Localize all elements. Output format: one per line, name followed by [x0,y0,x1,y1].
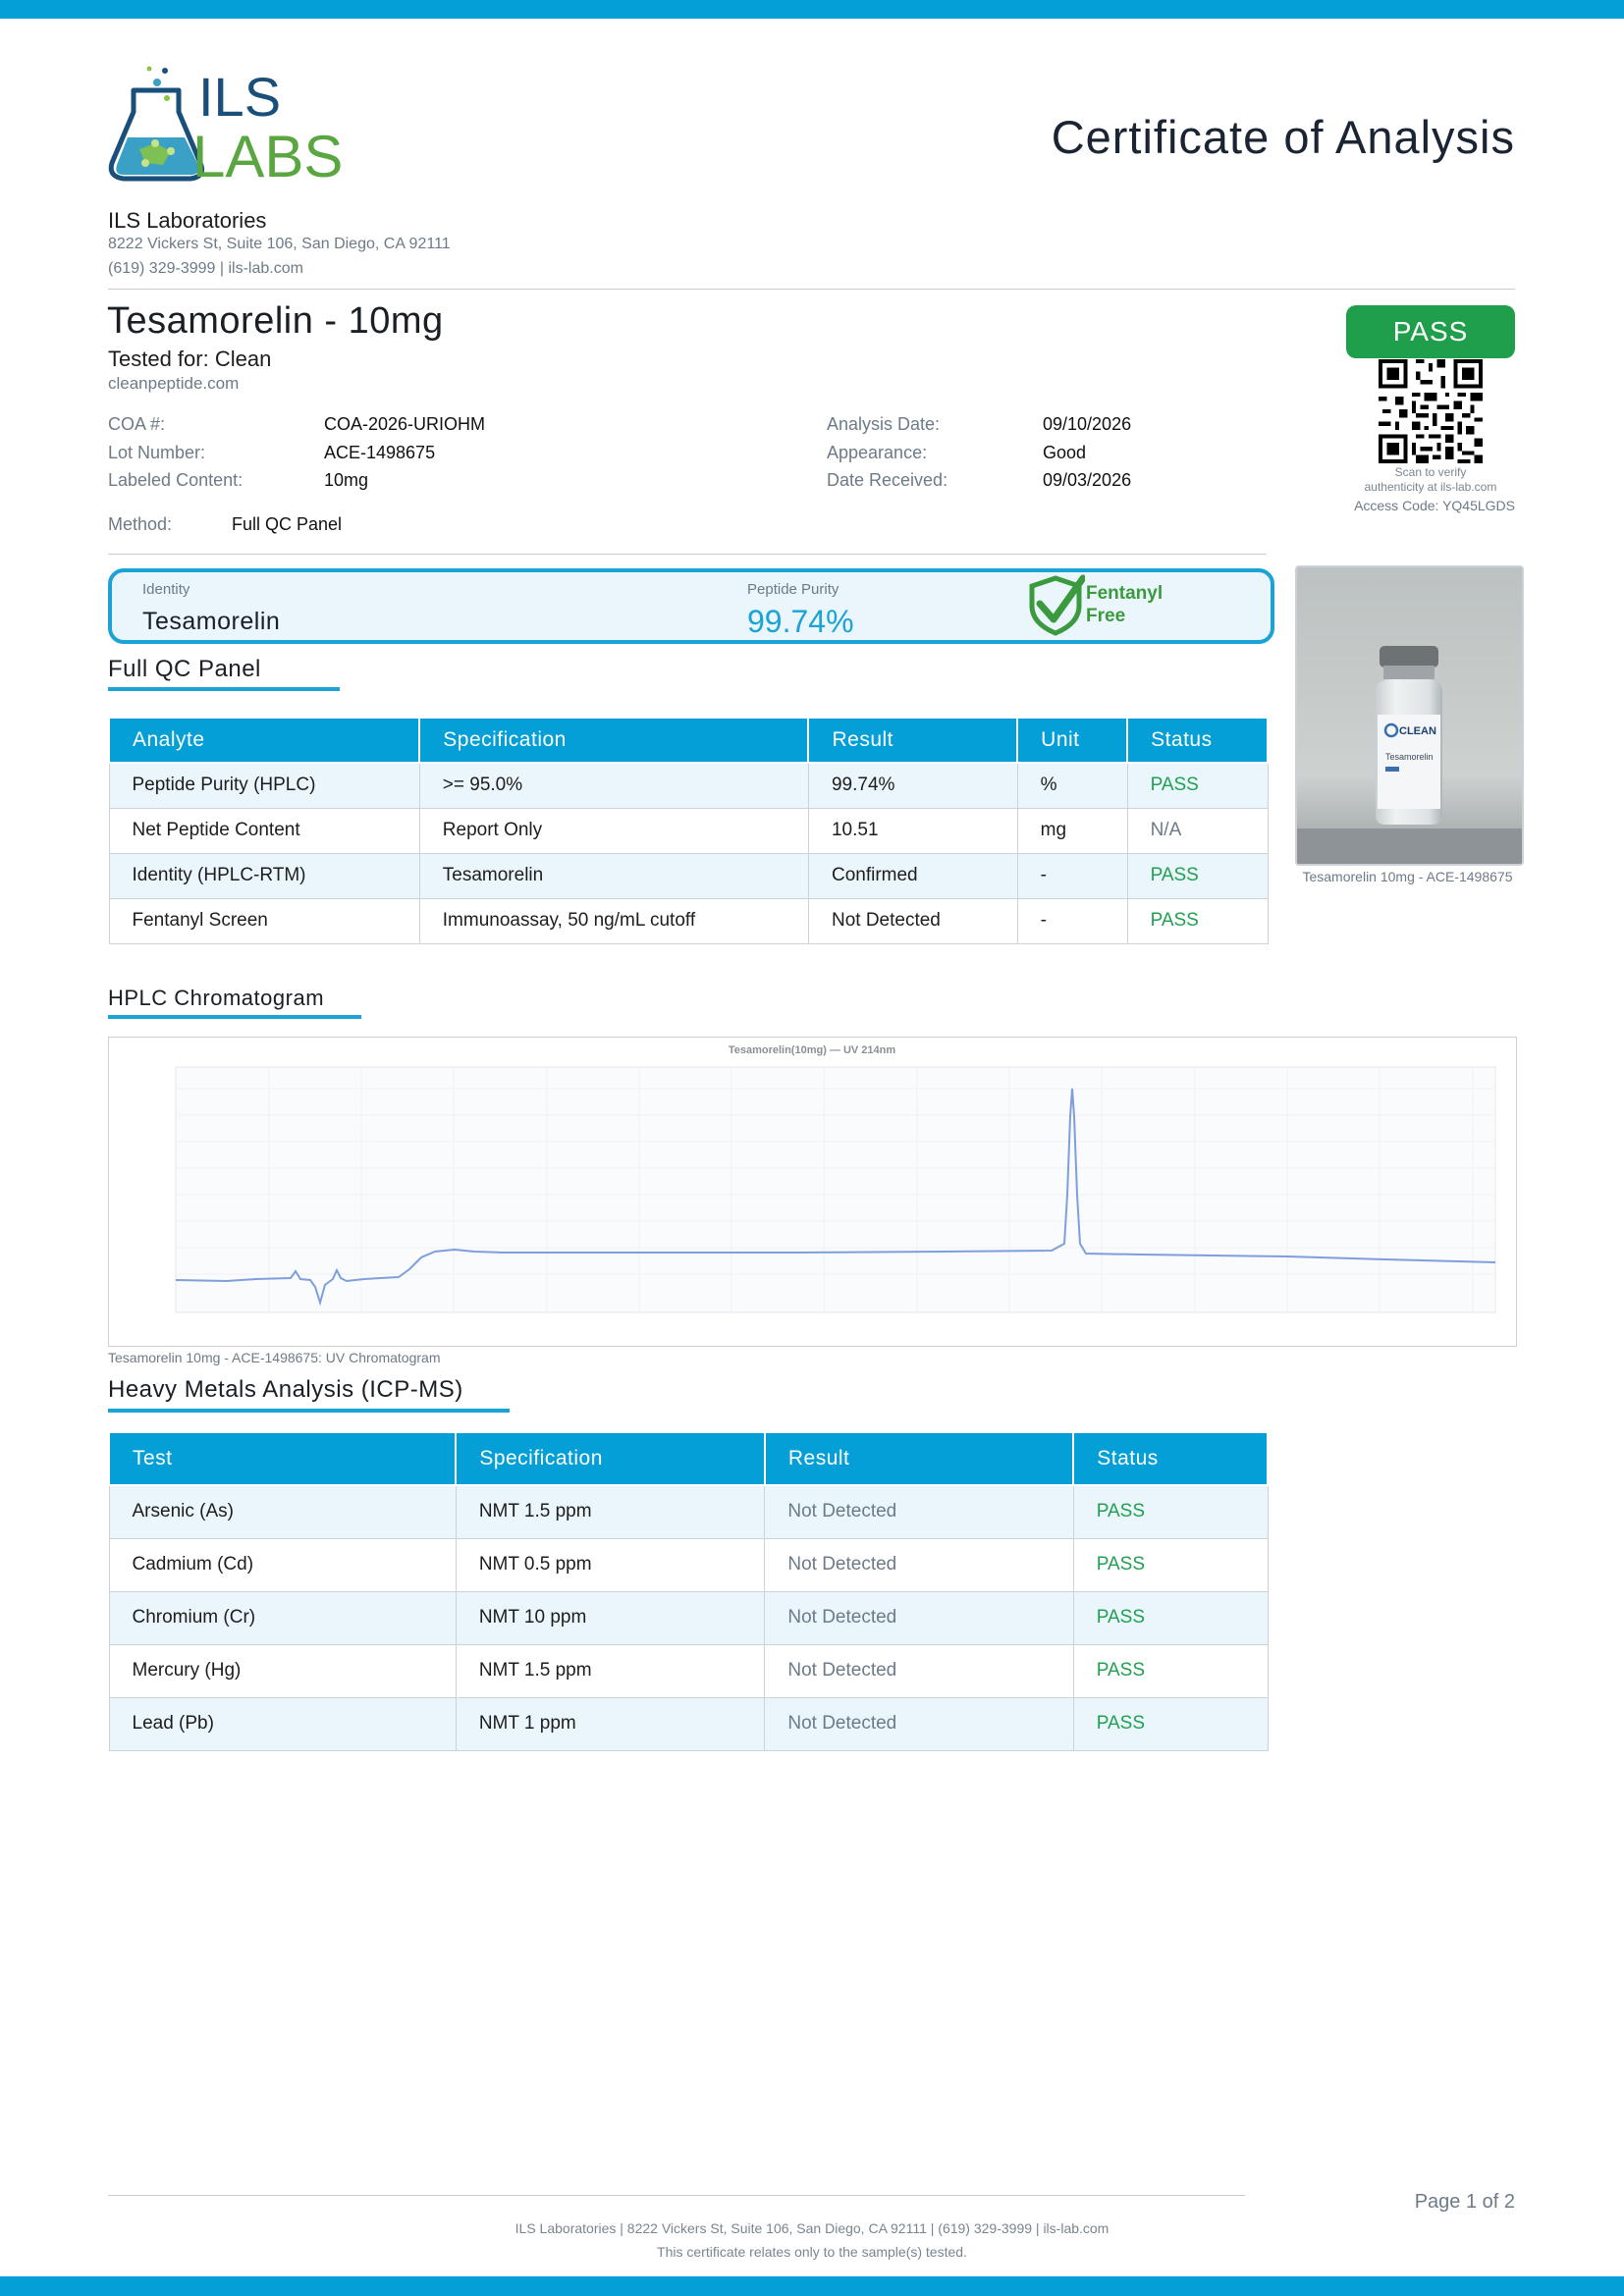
page-number: Page 1 of 2 [1414,2191,1515,2213]
status-cell: PASS [1073,1538,1268,1591]
method: Full QC Panel [232,514,343,534]
col-header: Status [1127,718,1268,763]
fentanyl-free-line-1: Fentanyl [1086,583,1164,604]
svg-text:ILS: ILS [198,66,282,128]
result-cell: Confirmed [808,853,1017,898]
col-header: Specification [456,1432,765,1485]
col-header: Status [1073,1432,1268,1485]
plot-title: Tesamorelin(10mg) — UV 214nm [728,1044,896,1056]
heading-underline [108,687,340,691]
svg-text:LABS: LABS [192,124,344,185]
spec-cell: NMT 1.5 ppm [456,1644,765,1697]
product-photo [1295,565,1524,866]
heading-underline [108,1409,510,1413]
date-received: 09/03/2026 [1043,470,1132,490]
spec-cell: NMT 1 ppm [456,1697,765,1750]
spec-cell: NMT 1.5 ppm [456,1485,765,1538]
analyte-cell: Net Peptide Content [109,808,419,853]
table-row [109,808,1268,853]
footer-divider [108,2195,1245,2196]
table-row [109,1591,1268,1644]
labeled-content: 10mg [324,470,369,490]
chromatogram-heading: HPLC Chromatogram [108,986,325,1010]
table-row [109,1697,1268,1750]
tested-for: Tested for: Clean [108,347,272,371]
footer-disclaimer: This certificate relates only to the sample(s) tested. [657,2244,967,2260]
qc-panel-table [108,717,1269,944]
lot-label: Lot Number: [108,443,206,462]
result-cell: Not Detected [808,898,1017,943]
test-cell: Mercury (Hg) [109,1644,456,1697]
identity-value: Tesamorelin [142,608,281,635]
table-row [109,898,1268,943]
col-header: Analyte [109,718,419,763]
unit-cell: - [1017,898,1127,943]
result-cell: Not Detected [765,1591,1073,1644]
test-cell: Lead (Pb) [109,1697,456,1750]
result-cell: 99.74% [808,763,1017,808]
chromatogram-plot [109,1038,1516,1346]
chromatogram-caption: Tesamorelin 10mg - ACE-1498675: UV Chromatogram [108,1350,441,1365]
test-cell: Chromium (Cr) [109,1591,456,1644]
analyte-cell: Peptide Purity (HPLC) [109,763,419,808]
status-cell: PASS [1127,853,1268,898]
unit-cell: mg [1017,808,1127,853]
summary-box [108,568,1274,644]
status-cell: PASS [1073,1697,1268,1750]
status-cell: PASS [1127,763,1268,808]
appearance: Good [1043,443,1087,462]
qr-note-line-1: Scan to verify [1394,465,1467,479]
heading-underline [108,1015,361,1019]
identity-label: Identity [142,581,190,598]
col-header: Test [109,1432,456,1485]
appearance-label: Appearance: [827,443,928,462]
coa-label: COA #: [108,414,166,434]
top-accent-bar [0,0,1624,19]
result-cell: Not Detected [765,1644,1073,1697]
divider [108,554,1267,555]
analyte-cell: Fentanyl Screen [109,898,419,943]
table-header-row [109,718,1268,763]
status-cell: PASS [1073,1485,1268,1538]
table-row [109,853,1268,898]
status-cell: PASS [1073,1591,1268,1644]
access-code: Access Code: YQ45LGDS [1354,498,1515,513]
labeled-content-label: Labeled Content: [108,470,244,490]
spec-cell: NMT 10 ppm [456,1591,765,1644]
table-row [109,1538,1268,1591]
ils-labs-logo [106,61,357,185]
col-header: Result [808,718,1017,763]
svg-text:Tesamorelin: Tesamorelin [1385,752,1434,762]
status-cell: N/A [1127,808,1268,853]
qr-note-line-2: authenticity at ils-lab.com [1364,480,1497,494]
status-cell: PASS [1127,898,1268,943]
test-cell: Cadmium (Cd) [109,1538,456,1591]
vial-illustration [1297,567,1522,864]
spec-cell: >= 95.0% [419,763,808,808]
unit-cell: - [1017,853,1127,898]
qr-code-icon[interactable] [1379,359,1483,463]
analyte-cell: Identity (HPLC-RTM) [109,853,419,898]
divider [108,289,1515,290]
table-row [109,763,1268,808]
coa-number: COA-2026-URIOHM [324,414,486,434]
qc-panel-heading: Full QC Panel [108,656,261,682]
lab-name: ILS Laboratories [108,208,267,233]
col-header: Result [765,1432,1073,1485]
col-header: Specification [419,718,808,763]
purity-value: 99.74% [747,604,854,639]
bottom-accent-bar [0,2276,1624,2296]
footer-lab-info: ILS Laboratories | 8222 Vickers St, Suite 106, San Diego, CA 92111 | (619) 329-3999 | ils-lab.com [514,2220,1110,2236]
analysis-date-label: Analysis Date: [827,414,941,434]
test-cell: Arsenic (As) [109,1485,456,1538]
date-received-label: Date Received: [827,470,948,490]
heavy-metals-table [108,1431,1269,1751]
col-header: Unit [1017,718,1127,763]
spec-cell: Immunoassay, 50 ng/mL cutoff [419,898,808,943]
shield-check-icon [1026,574,1085,637]
spec-cell: Report Only [419,808,808,853]
pass-badge: PASS [1346,305,1515,358]
product-title: Tesamorelin - 10mg [107,300,444,342]
lab-address: 8222 Vickers St, Suite 106, San Diego, CA 92111 [108,236,451,252]
table-header-row [109,1432,1268,1485]
method-label: Method: [108,514,173,534]
document-title: Certificate of Analysis [1051,111,1515,163]
analysis-date: 09/10/2026 [1043,414,1132,434]
unit-cell: % [1017,763,1127,808]
table-row [109,1644,1268,1697]
spec-cell: NMT 0.5 ppm [456,1538,765,1591]
photo-caption: Tesamorelin 10mg - ACE-1498675 [1302,869,1513,884]
result-cell: Not Detected [765,1697,1073,1750]
spec-cell: Tesamorelin [419,853,808,898]
chromatogram-image [108,1037,1517,1347]
fentanyl-free-line-2: Free [1086,606,1126,626]
svg-text:CLEAN: CLEAN [1399,725,1436,737]
purity-label: Peptide Purity [747,581,839,598]
result-cell: 10.51 [808,808,1017,853]
lot-number: ACE-1498675 [324,443,436,462]
lab-contact: (619) 329-3999 | ils-lab.com [108,260,303,277]
client-website: cleanpeptide.com [108,374,240,393]
table-row [109,1485,1268,1538]
status-cell: PASS [1073,1644,1268,1697]
result-cell: Not Detected [765,1485,1073,1538]
plot-grid [176,1067,1495,1312]
result-cell: Not Detected [765,1538,1073,1591]
heavy-metals-heading: Heavy Metals Analysis (ICP-MS) [108,1376,463,1403]
